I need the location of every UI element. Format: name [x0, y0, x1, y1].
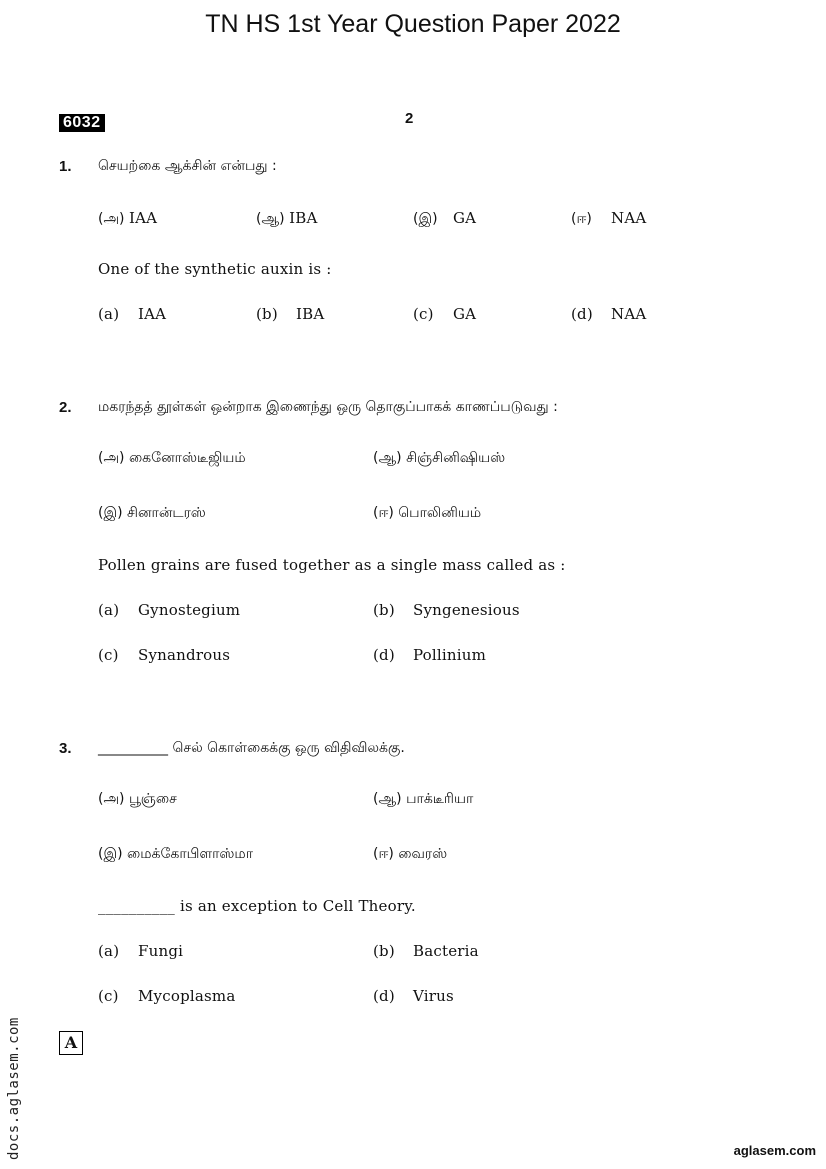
option-english-b: (b) IBA [256, 305, 325, 323]
option-tamil-a: (அ) பூஞ்சை [98, 791, 177, 807]
paper-code: 6032 [59, 114, 105, 132]
option-english-d: (d) Virus [373, 987, 454, 1005]
question-text-english: __________ is an exception to Cell Theory. [98, 897, 416, 915]
footer-site: aglasem.com [733, 1143, 816, 1158]
option-tamil-d: (ஈ) வைரஸ் [373, 846, 448, 862]
page-number: 2 [405, 110, 414, 127]
question-number: 2. [59, 399, 72, 416]
option-english-a: (a) Fungi [98, 942, 184, 960]
option-english-c: (c) Synandrous [98, 646, 231, 664]
question-number: 1. [59, 158, 72, 175]
question-number: 3. [59, 740, 72, 757]
option-tamil-c: (இ) மைக்கோபிளாஸ்மா [98, 846, 254, 862]
question-text-english: Pollen grains are fused together as a single mass called as : [98, 556, 566, 574]
option-tamil-d: (ஈ) NAA [571, 209, 647, 227]
option-tamil-b: (ஆ) பாக்டீரியா [373, 791, 474, 807]
option-tamil-c: (இ) சினான்டரஸ் [98, 505, 206, 521]
option-english-c: (c) Mycoplasma [98, 987, 236, 1005]
side-watermark: docs.aglasem.com [6, 1017, 22, 1160]
question-text-tamil: __________ செல் கொள்கைக்கு ஒரு விதிவிலக்கு. [98, 740, 405, 756]
option-english-b: (b) Syngenesious [373, 601, 520, 619]
question-text-english: One of the synthetic auxin is : [98, 260, 332, 278]
option-tamil-d: (ஈ) பொலினியம் [373, 505, 482, 521]
option-english-d: (d) NAA [571, 305, 647, 323]
option-english-b: (b) Bacteria [373, 942, 479, 960]
question-text-tamil: மகரந்தத் தூள்கள் ஒன்றாக இணைந்து ஒரு தொகுப்பாகக் காணப்படுவது : [98, 399, 558, 415]
question-text-tamil: செயற்கை ஆக்சின் என்பது : [98, 158, 277, 174]
option-tamil-c: (இ) GA [413, 209, 477, 227]
option-english-c: (c) GA [413, 305, 477, 323]
option-tamil-b: (ஆ) IBA [256, 209, 318, 227]
page-title: TN HS 1st Year Question Paper 2022 [205, 10, 621, 38]
option-english-d: (d) Pollinium [373, 646, 487, 664]
option-english-a: (a) Gynostegium [98, 601, 241, 619]
option-tamil-a: (அ) கைனோஸ்டீஜியம் [98, 450, 246, 466]
option-tamil-b: (ஆ) சிஞ்சினிஷியஸ் [373, 450, 506, 466]
option-tamil-a: (அ) IAA [98, 209, 158, 227]
version-box: A [59, 1031, 83, 1055]
option-english-a: (a) IAA [98, 305, 167, 323]
